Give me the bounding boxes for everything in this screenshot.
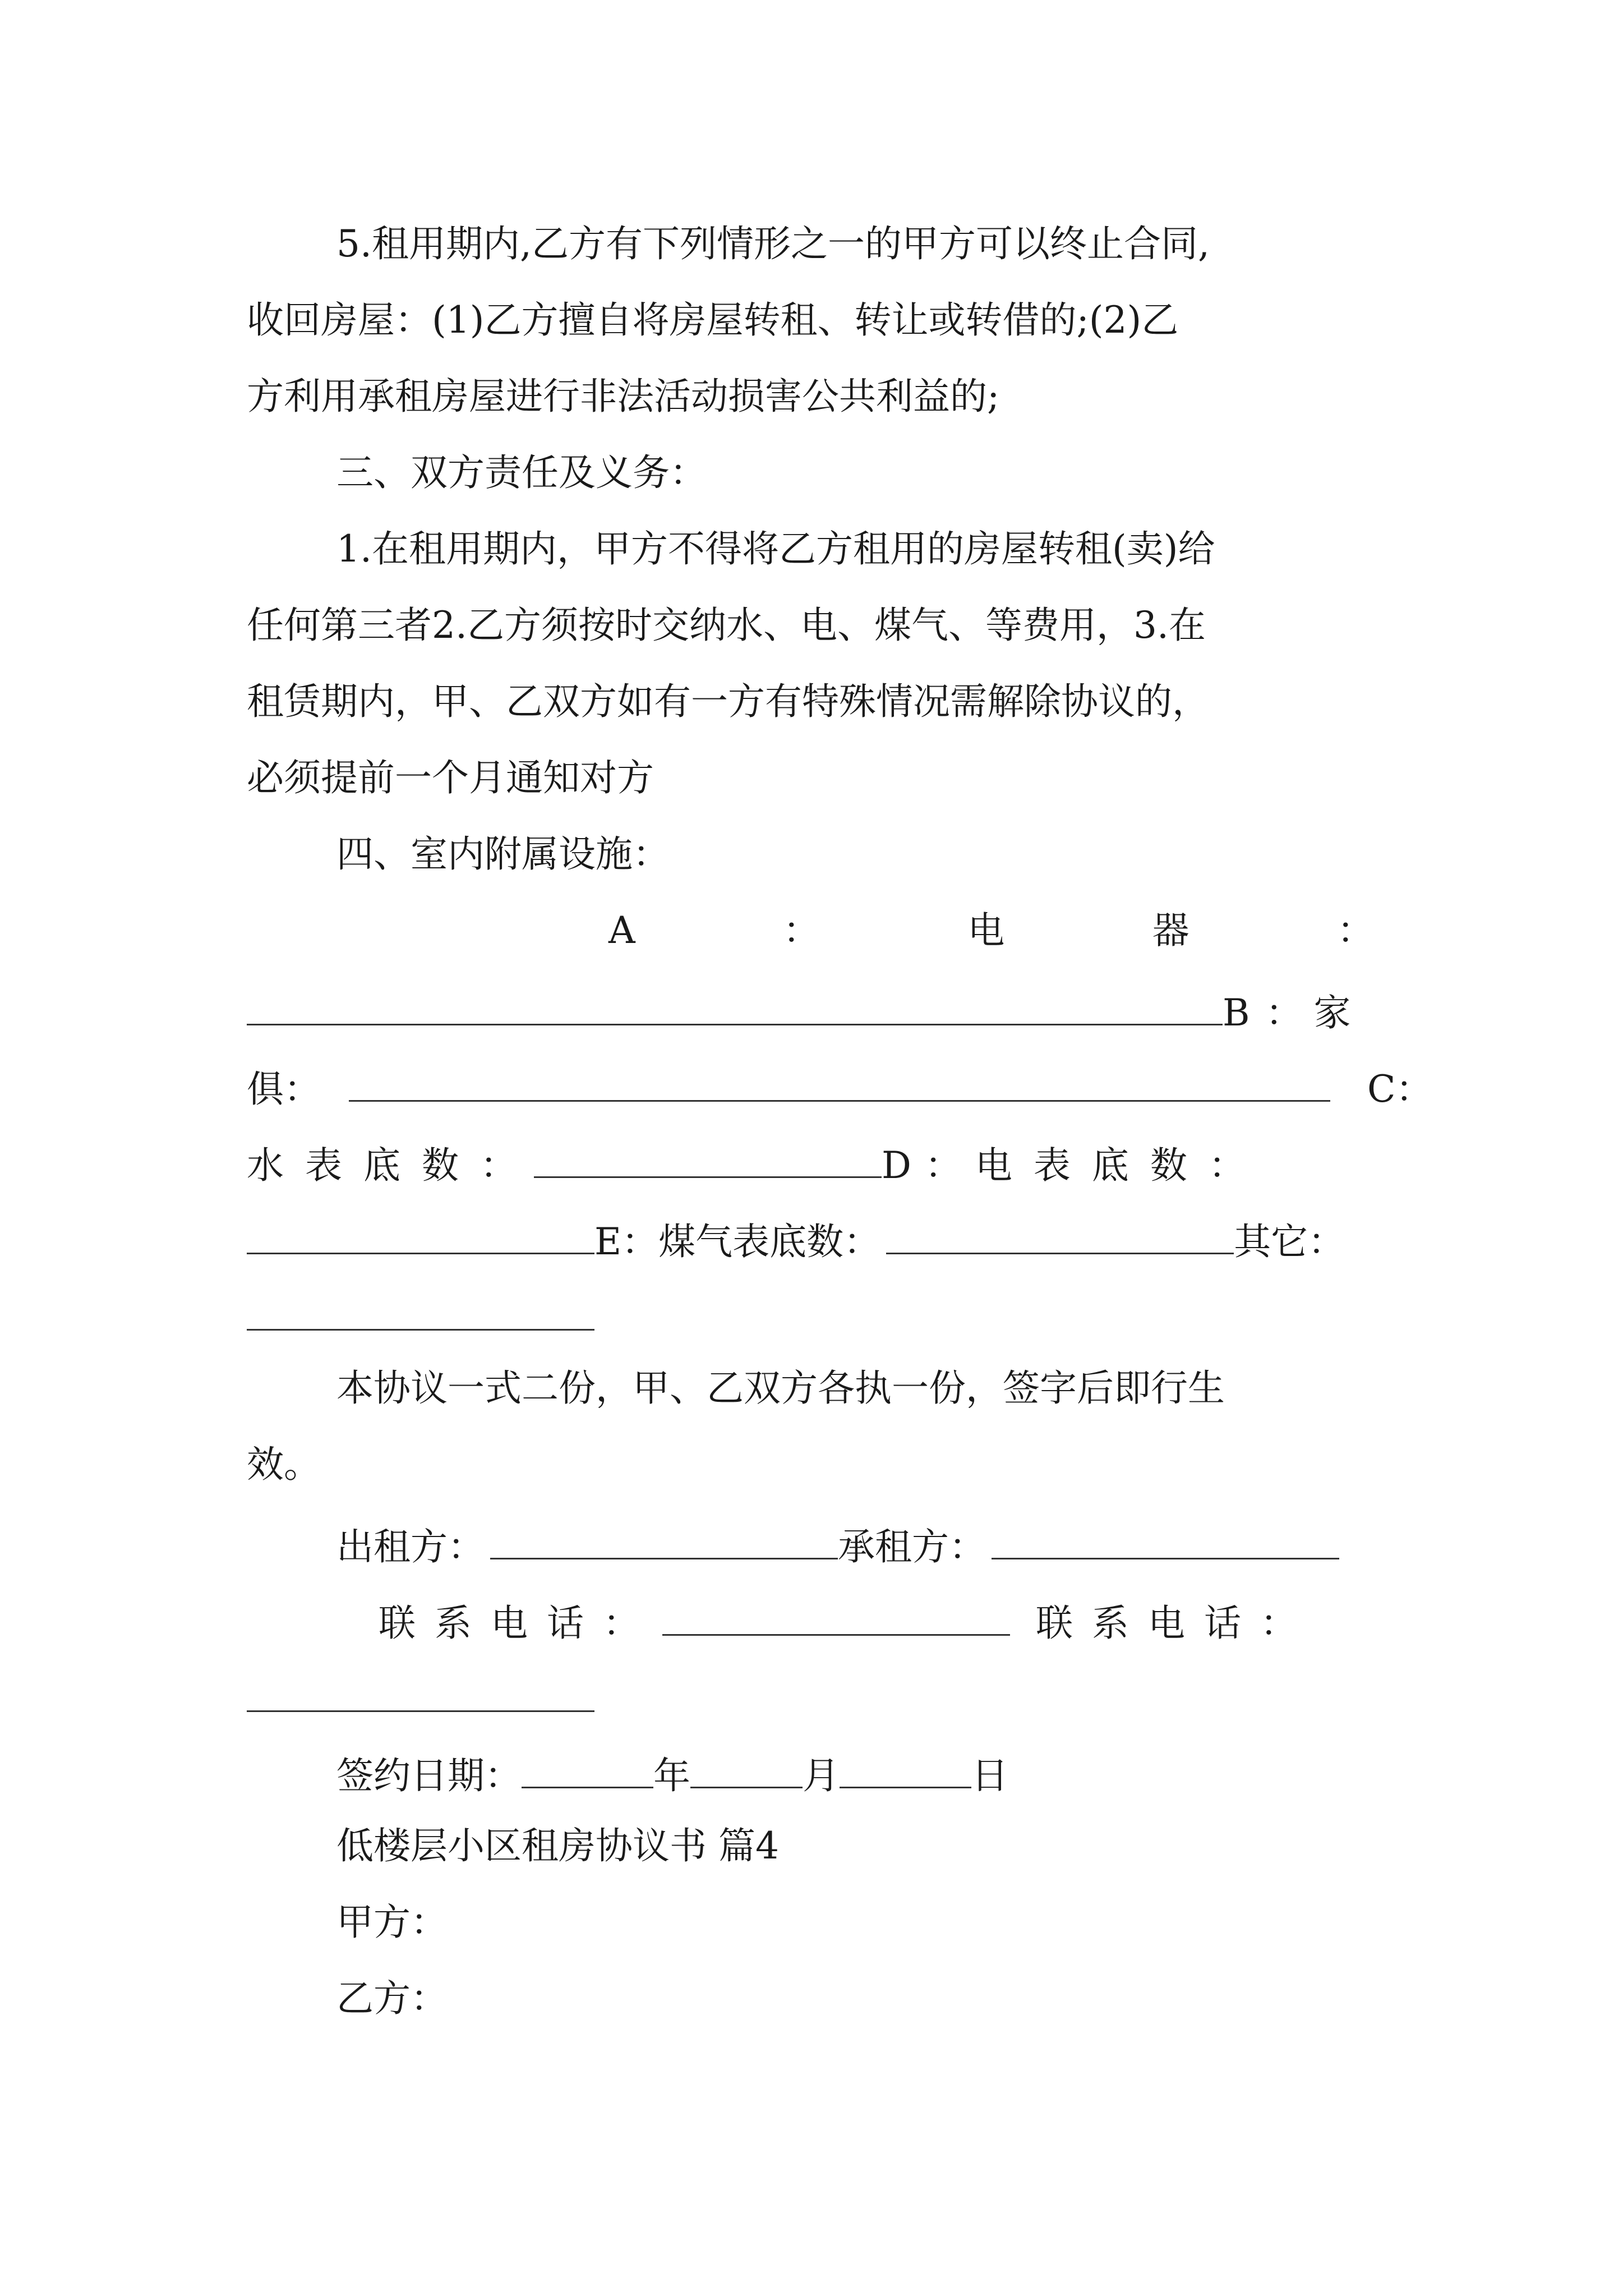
lessee-label: 承租方： (838, 1525, 986, 1568)
facility-row-other (247, 1294, 1374, 1331)
section-four-heading: 四、室内附属设施： (336, 832, 670, 876)
lessor-label: 出租方： (336, 1525, 485, 1568)
section-three-line-3: 租赁期内，甲、乙双方如有一方有特殊情况需解除协议的， (247, 680, 1209, 723)
facility-b-char: 家 (1313, 991, 1351, 1034)
facility-row-e (247, 1217, 1374, 1263)
electric-meter-char-2: 表 (1033, 1143, 1071, 1187)
section-three-line-4: 必须提前一个月通知对方 (247, 756, 654, 799)
facility-a-char-2: 器 (1152, 909, 1189, 952)
lessor-phone-blank[interactable] (662, 1599, 1010, 1636)
day-blank[interactable] (840, 1751, 971, 1788)
next-agreement-title: 低楼层小区租房协议书 篇4 (336, 1824, 779, 1867)
electric-meter-char-3: 底 (1091, 1143, 1129, 1187)
electric-meter-char-1: 电 (975, 1143, 1012, 1187)
furniture-blank[interactable] (349, 1065, 1330, 1102)
lessee-phone-blank[interactable] (247, 1675, 594, 1712)
clause-5-line-2: 收回房屋：(1)乙方擅自将房屋转租、转让或转借的;(2)乙 (247, 298, 1179, 342)
signing-date-row (336, 1751, 1374, 1795)
water-meter-char-1: 水 (247, 1143, 284, 1187)
gas-meter-blank[interactable] (886, 1217, 1234, 1254)
year-blank[interactable] (522, 1751, 653, 1788)
month-label: 月 (803, 1754, 840, 1797)
electric-meter-blank[interactable] (247, 1217, 594, 1254)
lessee-phone-char-3: 电 (1148, 1601, 1185, 1645)
signature-row (336, 1522, 1374, 1566)
water-meter-colon: ： (480, 1143, 517, 1187)
facility-row-d (247, 1141, 1374, 1187)
facility-b-letter: B (1223, 991, 1250, 1034)
section-three-line-1: 1.在租用期内，甲方不得将乙方租用的房屋转租(卖)给 (336, 527, 1215, 570)
facility-row-b (247, 988, 1374, 1032)
facility-a-colon: ： (783, 909, 820, 952)
water-meter-blank[interactable] (534, 1141, 882, 1178)
closing-line-2: 效。 (247, 1443, 321, 1486)
electrical-appliances-blank[interactable] (247, 988, 1223, 1025)
facility-a-char-1: 电 (967, 909, 1005, 952)
water-meter-char-4: 数 (422, 1143, 459, 1187)
lessor-phone-char-2: 系 (435, 1601, 472, 1645)
lessee-phone-char-1: 联 (1036, 1601, 1073, 1645)
electric-meter-char-4: 数 (1150, 1143, 1187, 1187)
water-meter-char-2: 表 (305, 1143, 342, 1187)
water-meter-char-3: 底 (363, 1143, 400, 1187)
electric-meter-colon-end: ： (1208, 1143, 1246, 1187)
facility-row-a (608, 909, 1374, 952)
phone-row (379, 1599, 1374, 1645)
lessor-phone-char-3: 电 (491, 1601, 528, 1645)
facility-row-c (247, 1065, 1433, 1111)
facility-a-letter: A (608, 909, 635, 952)
lessor-blank[interactable] (490, 1522, 838, 1559)
lessee-phone-char-4: 话 (1204, 1601, 1241, 1645)
closing-line-1: 本协议一式二份，甲、乙双方各执一份，签字后即行生 (336, 1366, 1225, 1410)
lessor-phone-colon: ： (603, 1601, 640, 1645)
facility-b-colon: ： (1265, 991, 1303, 1034)
phone-row-continued (247, 1675, 1374, 1712)
other-label: 其它： (1234, 1220, 1345, 1263)
party-a-label: 甲方： (336, 1901, 448, 1944)
day-label: 日 (971, 1754, 1008, 1797)
clause-5-line-3: 方利用承租房屋进行非法活动损害公共利益的; (247, 375, 1000, 418)
signing-date-label: 签约日期： (336, 1754, 522, 1797)
lessor-phone-char-4: 话 (547, 1601, 584, 1645)
year-label: 年 (653, 1754, 690, 1797)
facility-a-end-colon: ： (1336, 909, 1374, 952)
clause-5-line-1: 5.租用期内,乙方有下列情形之一的甲方可以终止合同, (336, 222, 1210, 265)
lessor-phone-char-1: 联 (379, 1601, 416, 1645)
section-three-line-2: 任何第三者2.乙方须按时交纳水、电、煤气、等费用，3.在 (247, 604, 1206, 647)
party-b-label: 乙方： (336, 1977, 448, 2020)
month-blank[interactable] (690, 1751, 803, 1788)
gas-meter-label: E：煤气表底数： (594, 1220, 881, 1263)
lessee-phone-char-2: 系 (1092, 1601, 1129, 1645)
lessee-phone-colon: ： (1260, 1601, 1297, 1645)
other-blank[interactable] (247, 1294, 594, 1331)
section-three-heading: 三、双方责任及义务： (336, 451, 707, 494)
furniture-label: 俱： (247, 1067, 321, 1111)
electric-meter-colon: ： (924, 1143, 962, 1187)
electric-meter-letter: D (882, 1143, 911, 1187)
lessee-blank[interactable] (992, 1522, 1339, 1559)
water-meter-letter: C： (1367, 1067, 1433, 1111)
